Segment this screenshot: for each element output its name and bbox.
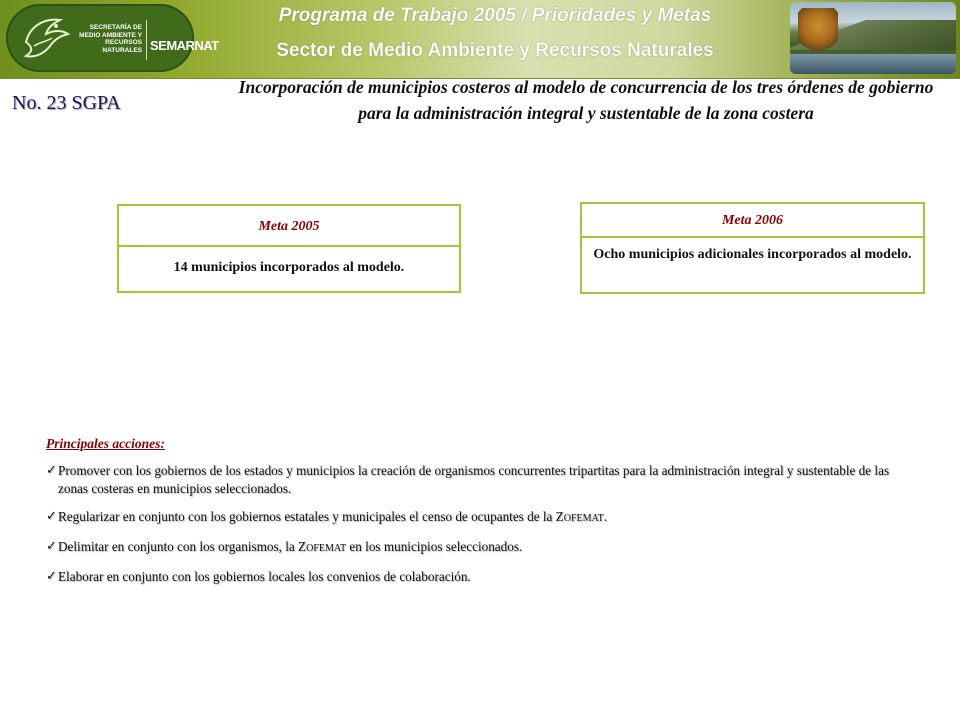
list-item — [46, 508, 916, 528]
zofemat-cap: Z — [555, 509, 564, 524]
semarnat-logo — [6, 4, 219, 72]
checkmark-icon: ✓ — [46, 539, 57, 554]
ministry-name — [72, 24, 142, 54]
checkmark-icon: ✓ — [46, 509, 57, 524]
eagle-emblem-icon — [20, 12, 72, 64]
action-text-end: en los municipios seleccionados. — [346, 539, 523, 554]
actions-heading: Principales acciones: — [46, 436, 165, 451]
goal-text: 14 municipios incorporados al modelo. — [173, 260, 405, 275]
header-banner — [0, 0, 960, 79]
ministry-line-3: RECURSOS NATURALES — [102, 39, 142, 54]
sector-subtitle: Sector de Medio Ambiente y Recursos Naturales — [276, 40, 714, 61]
lake-landscape-image — [790, 2, 956, 74]
goal-heading: Meta 2006 — [582, 204, 923, 238]
action-text: Promover con los gobiernos de los estados y municipios la creación de organismos concurrentes tripartitas para la administración integral y sustentable de las zonas costeras en municipios seleccionados. — [58, 463, 890, 496]
action-text-end: . — [603, 509, 608, 524]
list-item — [46, 568, 916, 586]
autumn-tree-shape — [798, 8, 838, 54]
zofemat-small: OFEMAT — [563, 513, 604, 524]
goal-box-2005 — [117, 204, 461, 293]
logo-divider — [146, 20, 147, 60]
goal-text: Ocho municipios adicionales incorporados al modelo. — [593, 247, 912, 262]
page-title: Incorporación de municipios costeros al modelo de concurrencia de los tres órdenes de gobierno para la administración integral y sustentable de la zona costera — [238, 77, 934, 123]
slide-number: No. 23 SGPA — [12, 92, 121, 114]
lake-water-shape — [790, 54, 956, 74]
actions-list — [46, 462, 916, 596]
checkmark-icon: ✓ — [46, 569, 57, 584]
goal-heading: Meta 2005 — [119, 206, 459, 247]
zofemat-small: OFEMAT — [306, 543, 347, 554]
ministry-line-2: MEDIO AMBIENTE Y — [79, 31, 142, 39]
action-text: Elaborar en conjunto con los gobiernos locales los convenios de colaboración. — [58, 569, 471, 584]
list-item — [46, 462, 916, 498]
ministry-line-1: SECRETARÍA DE — [89, 24, 142, 31]
action-text: Delimitar en conjunto con los organismos, la — [58, 539, 299, 554]
action-text: Regularizar en conjunto con los gobiernos estatales y municipales el censo de ocupantes de la — [58, 509, 556, 524]
semarnat-acronym: SEMARNAT — [150, 38, 219, 53]
zofemat-cap: Z — [298, 539, 307, 554]
list-item — [46, 538, 916, 558]
checkmark-icon: ✓ — [46, 463, 57, 478]
goal-box-2006 — [580, 202, 925, 294]
program-title: Programa de Trabajo 2005 / Prioridades y Metas — [278, 5, 712, 26]
